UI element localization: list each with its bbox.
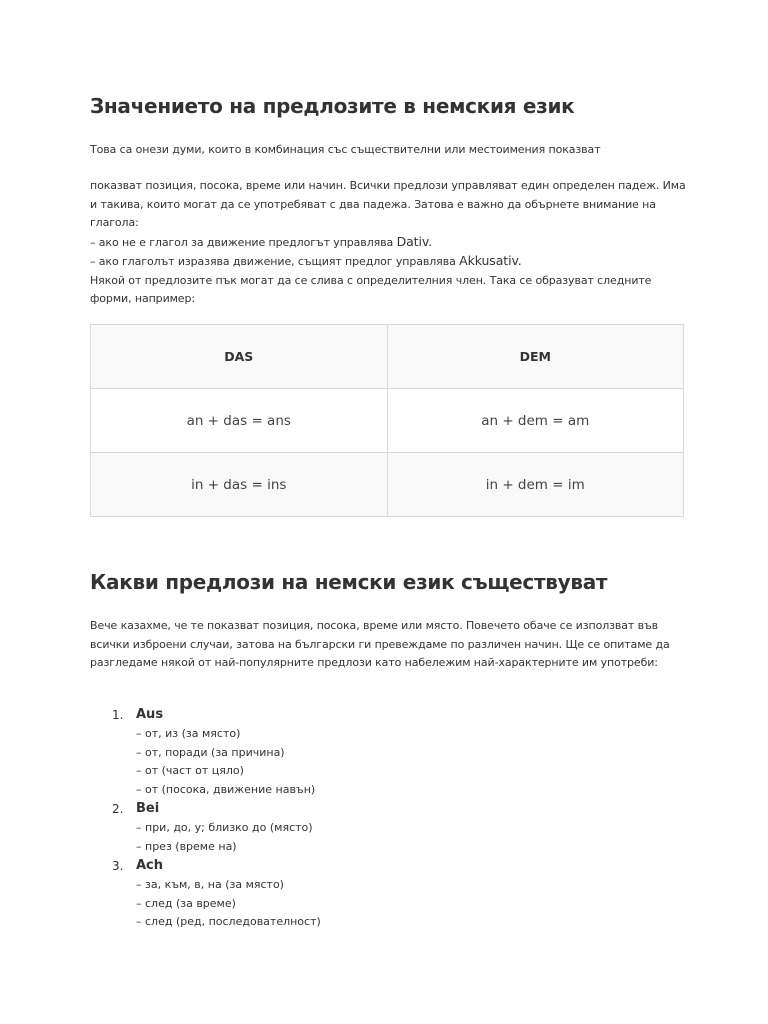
section-title-meaning: Значението на предлозите в немския език — [90, 94, 575, 118]
contraction-table — [90, 324, 684, 517]
meaning-line: – през (време на) — [136, 839, 237, 853]
table-row — [91, 389, 684, 453]
table-cell: in + dem = im — [387, 453, 684, 517]
paragraph-line: глагола: — [90, 216, 139, 229]
list-number: 3. — [112, 859, 124, 873]
preposition-term: Ach — [136, 858, 164, 873]
list-item — [90, 856, 321, 932]
meaning-line: – след (за време) — [136, 896, 236, 910]
list-number: 1. — [112, 708, 124, 722]
paragraph-line: разгледаме някой от най-популярните предлози като набележим най-характерните им употреби: — [90, 656, 658, 669]
meaning-line: – от, из (за място) — [136, 727, 241, 740]
meaning-line: – от (част от цяло) — [136, 764, 244, 777]
section-title-prepositions: Какви предлози на немски език съществуват — [90, 570, 608, 594]
preposition-list — [90, 705, 321, 932]
list-number: 2. — [112, 802, 124, 816]
list-item — [90, 799, 321, 856]
paragraph-line: форми, например: — [90, 292, 195, 305]
table-cell: in + das = ins — [91, 453, 388, 517]
table-cell: an + das = ans — [91, 389, 388, 453]
preposition-term: Bei — [136, 801, 160, 816]
intro-paragraph: Това са онези думи, които в комбинация със съществителни или местоимения показват — [90, 143, 601, 156]
paragraph-line: всички изброени случаи, затова на български ги превеждаме по различен начин. Ще се опитаме да — [90, 637, 670, 651]
akkusativ-rule-line — [90, 252, 670, 272]
paragraph-line: показват позиция, посока, време или начин. Всички предлози управляват един определен падеж. Има — [90, 179, 686, 192]
meaning-line: – от (посока, движение навън) — [136, 782, 316, 796]
table-row — [91, 453, 684, 517]
paragraph-line: и такива, които могат да се употребяват с два падежа. Затова е важно да обърнете внимание на — [90, 197, 656, 211]
dativ-rule-text: – ако не е глагол за движение предлогът управлява — [90, 235, 397, 249]
table-header-das: DAS — [91, 325, 388, 389]
dativ-rule-line — [90, 233, 670, 253]
meaning-line: – при, до, у; близко до (място) — [136, 821, 313, 834]
meaning-line: – след (ред, последователност) — [136, 915, 321, 928]
meaning-line: – от, поради (за причина) — [136, 745, 285, 759]
meaning-line: – за, към, в, на (за място) — [136, 878, 284, 891]
preposition-term: Aus — [136, 707, 164, 722]
table-header-row — [91, 325, 684, 389]
akkusativ-rule-text: – ако глаголът изразява движение, същият предлог управлява — [90, 255, 460, 268]
explanation-paragraph — [90, 177, 686, 309]
prepositions-intro-paragraph — [90, 617, 670, 673]
paragraph-line: Вече казахме, че те показват позиция, посока, време или място. Повечето обаче се използват във — [90, 619, 659, 632]
dativ-term: Dativ. — [396, 233, 433, 249]
akkusativ-term: Akkusativ. — [459, 253, 522, 268]
list-item — [90, 705, 321, 799]
table-header-dem: DEM — [387, 325, 684, 389]
table-cell: an + dem = am — [387, 389, 684, 453]
paragraph-line: Някой от предлозите пък могат да се слива с определителния член. Така се образуват следните — [90, 273, 652, 287]
